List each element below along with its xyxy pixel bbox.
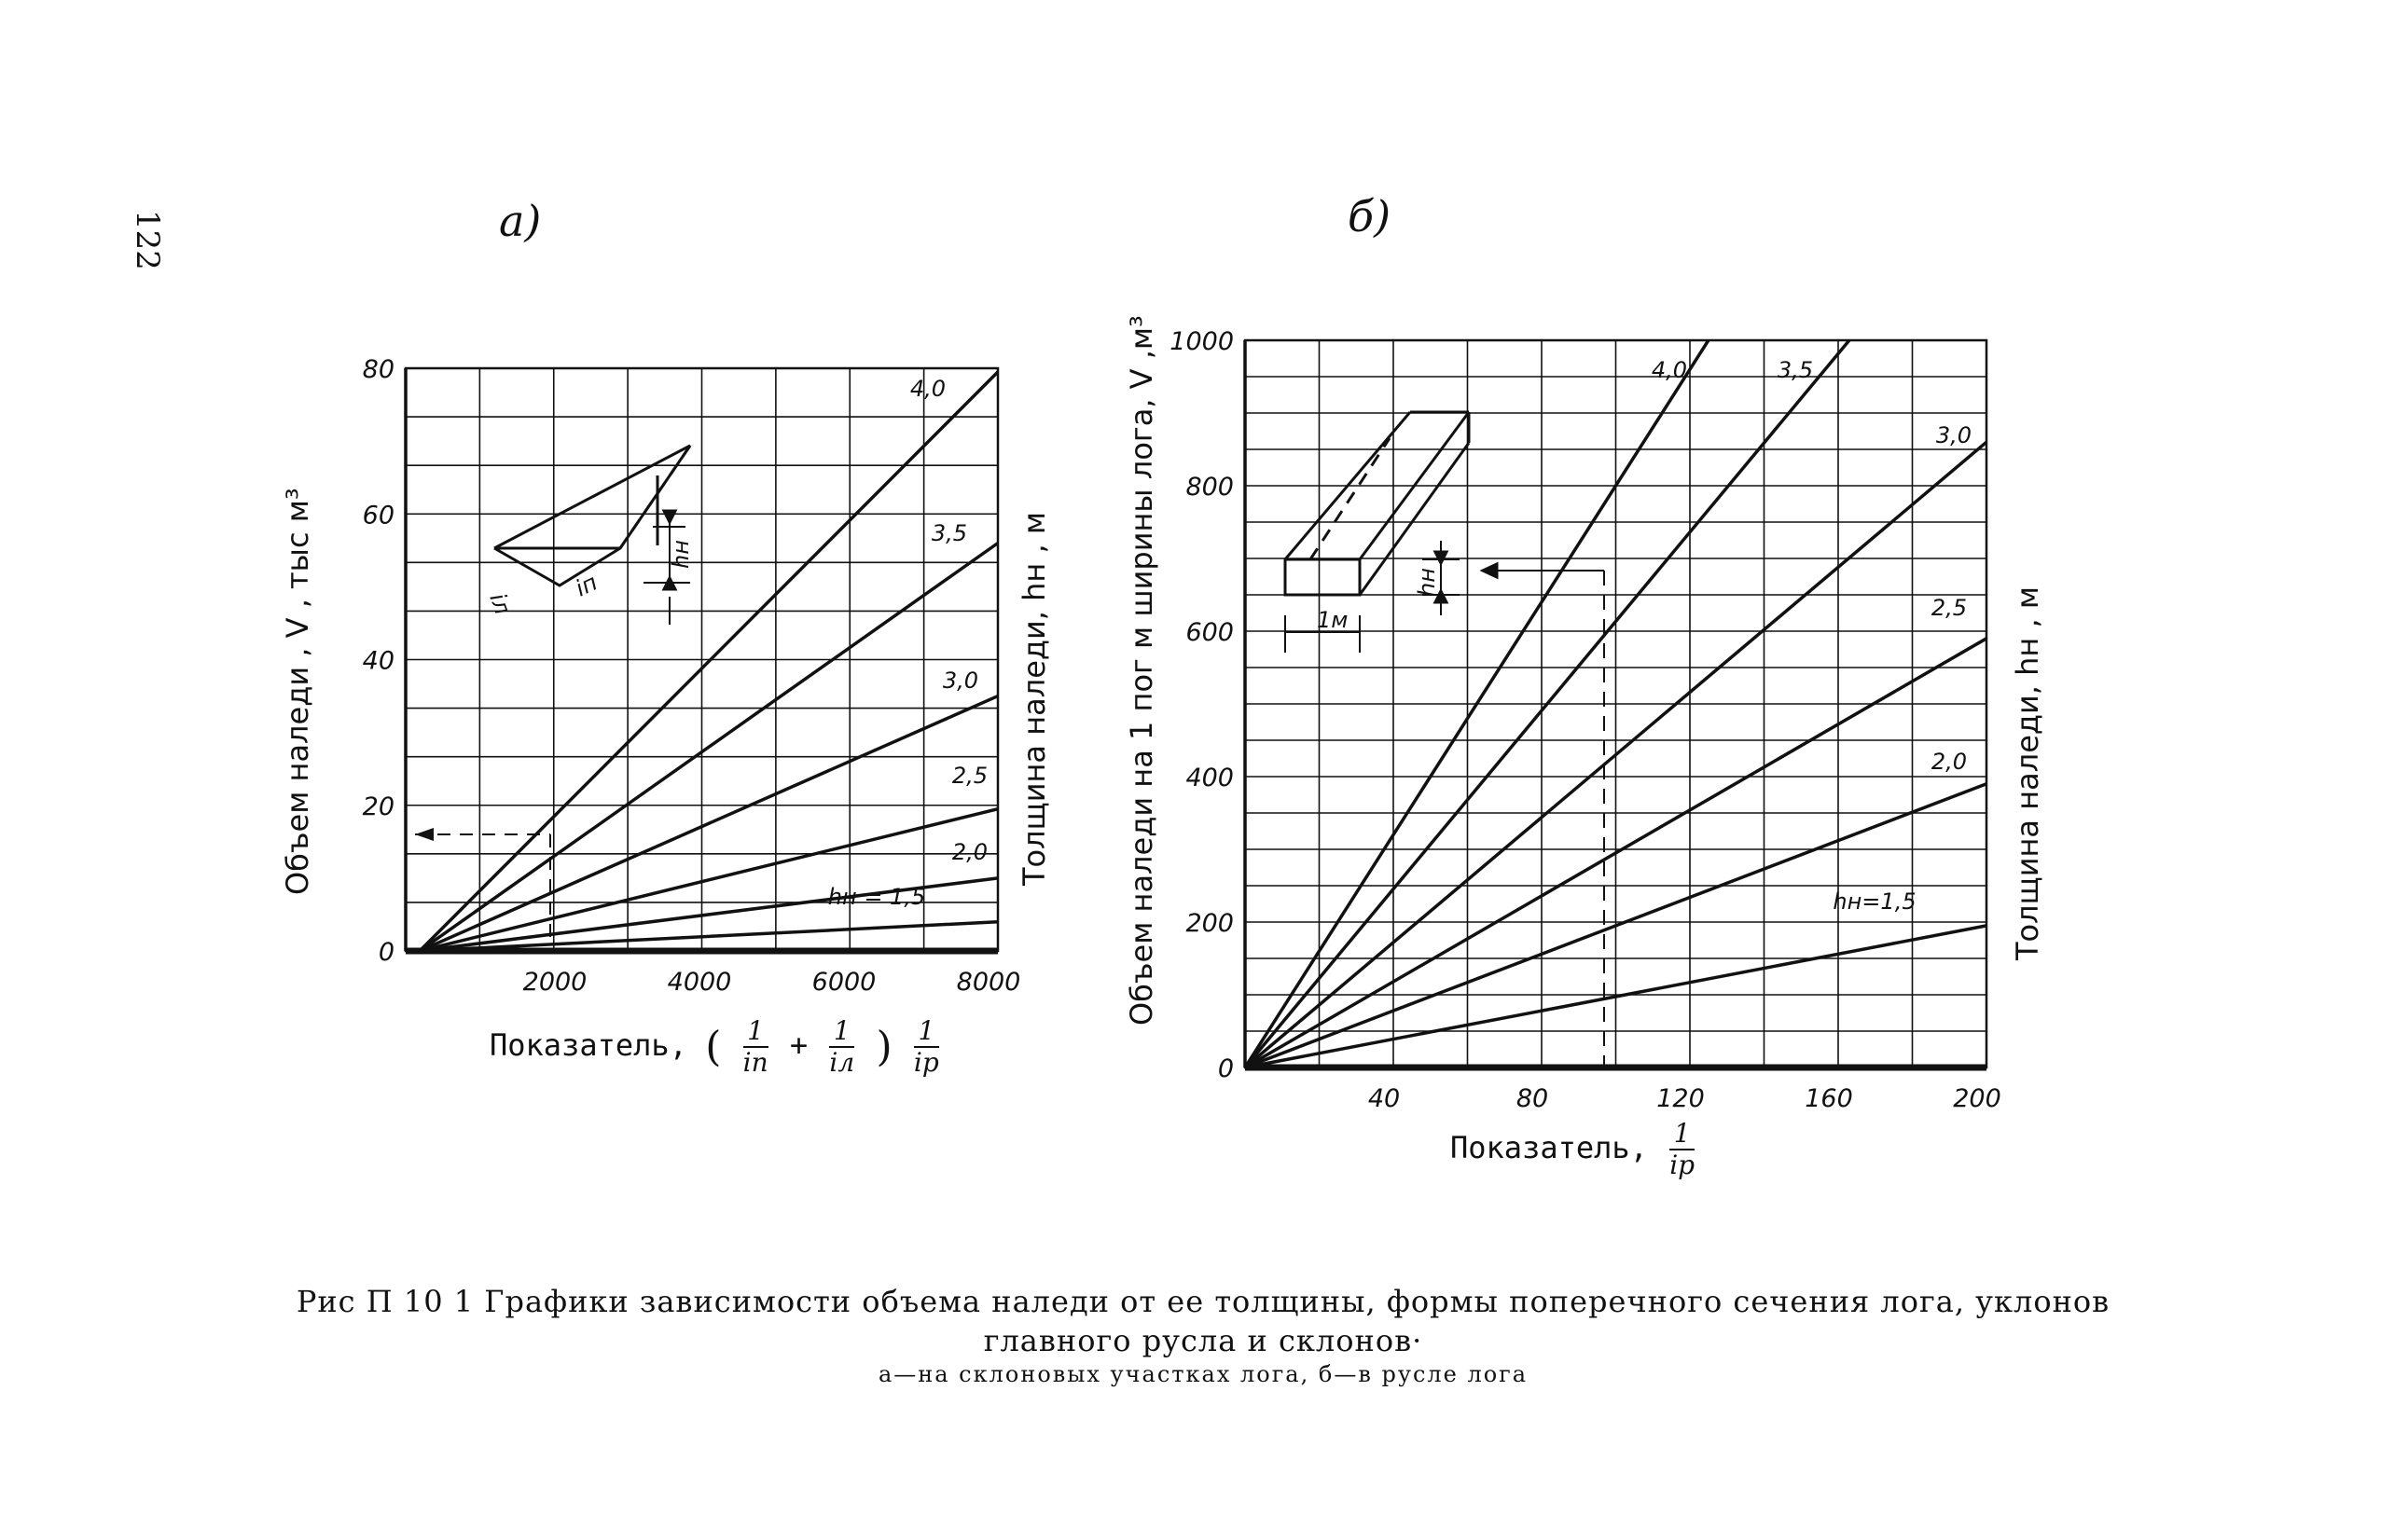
chart-b-xtick-label: 120	[1656, 1084, 1705, 1113]
chart-b-xtick-label: 160	[1805, 1084, 1853, 1113]
chart-b-xtick-label: 40	[1367, 1084, 1401, 1113]
chart-a-series-label: hн = 1,5	[827, 884, 926, 910]
chart-a-series-label: 4,0	[909, 376, 947, 402]
chart-a-frac-3: $\frac{1}{ip}$	[913, 1015, 939, 1078]
chart-b-xtick-label: 200	[1953, 1084, 2001, 1113]
chart-b-series-label: 4,0	[1651, 357, 1688, 383]
inset-b-drawing	[1285, 412, 1604, 1072]
inset-a-label-ip: iп	[571, 569, 602, 602]
chart-b-ytick-label: 1000	[1169, 327, 1234, 356]
chart-a-series-label: 2,0	[951, 839, 989, 865]
figure-caption: Рис П 10 1 Графики зависимости объема наледи от ее толщины, формы поперечного сечения лога, уклонов главного русла и склонов·	[296, 1284, 2110, 1358]
chart-b-ytick-label: 200	[1185, 909, 1234, 938]
chart-a-plot	[363, 355, 1021, 997]
chart-a-xtick-label: 2000	[522, 968, 588, 997]
chart-b-ytick-label: 800	[1185, 473, 1234, 502]
chart-a-ylabel: Объем наледи , V , тыс м³	[280, 488, 315, 895]
inset-a-drawing	[494, 446, 690, 625]
chart-b-xtick-label: 80	[1515, 1084, 1549, 1113]
chart-a-ytick-label: 0	[378, 938, 394, 967]
inset-a-label-il: iл	[484, 589, 517, 618]
chart-a-xtick-label: 4000	[667, 968, 732, 997]
chart-a-series-label: 3,5	[931, 520, 968, 546]
chart-b-ytick-label: 400	[1185, 764, 1234, 792]
chart-b-series-label: 3,5	[1777, 357, 1814, 383]
chart-a-ytick-label: 80	[362, 355, 394, 384]
chart-b-ytick-label: 600	[1185, 618, 1234, 647]
chart-b-plot	[1169, 327, 2000, 1113]
chart-b-ytick-label: 0	[1217, 1054, 1234, 1083]
figure-caption-sub: а—на склоновых участках лога, б—в русле лога	[878, 1361, 1529, 1387]
chart-a-frac-1: $\frac{1}{iп}$	[742, 1015, 768, 1078]
chart-b-right-label: Толщина наледи, hн , м	[2010, 585, 2045, 960]
chart-b-series-label: 2,0	[1931, 749, 1968, 775]
chart-a-xtick-label: 6000	[811, 968, 877, 997]
chart-a-frac-2: $\frac{1}{iл}$	[829, 1015, 855, 1078]
chart-b-series-label: 3,0	[1935, 422, 1972, 448]
chart-a-right-label: Толщина наледи, hн , м	[1017, 511, 1052, 886]
panel-label-a: а)	[499, 196, 542, 246]
panel-label-b: б)	[1348, 191, 1391, 241]
chart-b-series-label: hн=1,5	[1833, 888, 1917, 915]
chart-a-ytick-label: 60	[362, 501, 394, 530]
inset-b-label-hn: hн	[1414, 568, 1440, 597]
chart-b-frac: $\frac{1}{ip}$	[1669, 1118, 1695, 1180]
chart-a-ytick-label: 40	[362, 646, 394, 676]
chart-b-series-label: 2,5	[1931, 595, 1968, 621]
chart-a-series-label: 3,0	[942, 668, 979, 694]
chart-b-ylabel: Объем наледи на 1 пог м ширины лога, V ,м³	[1124, 315, 1159, 1026]
chart-a-ytick-label: 20	[362, 792, 394, 821]
inset-b-label-lm: 1м	[1317, 607, 1349, 633]
chart-a-series-line	[420, 922, 998, 951]
chart-a-xlabel: Показатель, ( $\frac{1}{iп}$ + $\frac{1}{iл}$ ) $\frac{1}{ip}$	[490, 1015, 939, 1078]
chart-a-series-line	[420, 696, 998, 951]
chart-a-series-label: 2,5	[951, 763, 989, 789]
chart-b-xlabel-prefix: Показатель,	[1450, 1130, 1648, 1165]
chart-a-series-line	[420, 809, 998, 951]
chart-a-grid	[406, 368, 998, 951]
chart-a-xlabel-prefix: Показатель,	[490, 1027, 687, 1063]
inset-a-label-hn: hн	[668, 540, 694, 569]
chart-a-xtick-label: 8000	[956, 968, 1021, 997]
chart-a-series-line	[420, 372, 998, 951]
page-number: 122	[129, 210, 166, 270]
